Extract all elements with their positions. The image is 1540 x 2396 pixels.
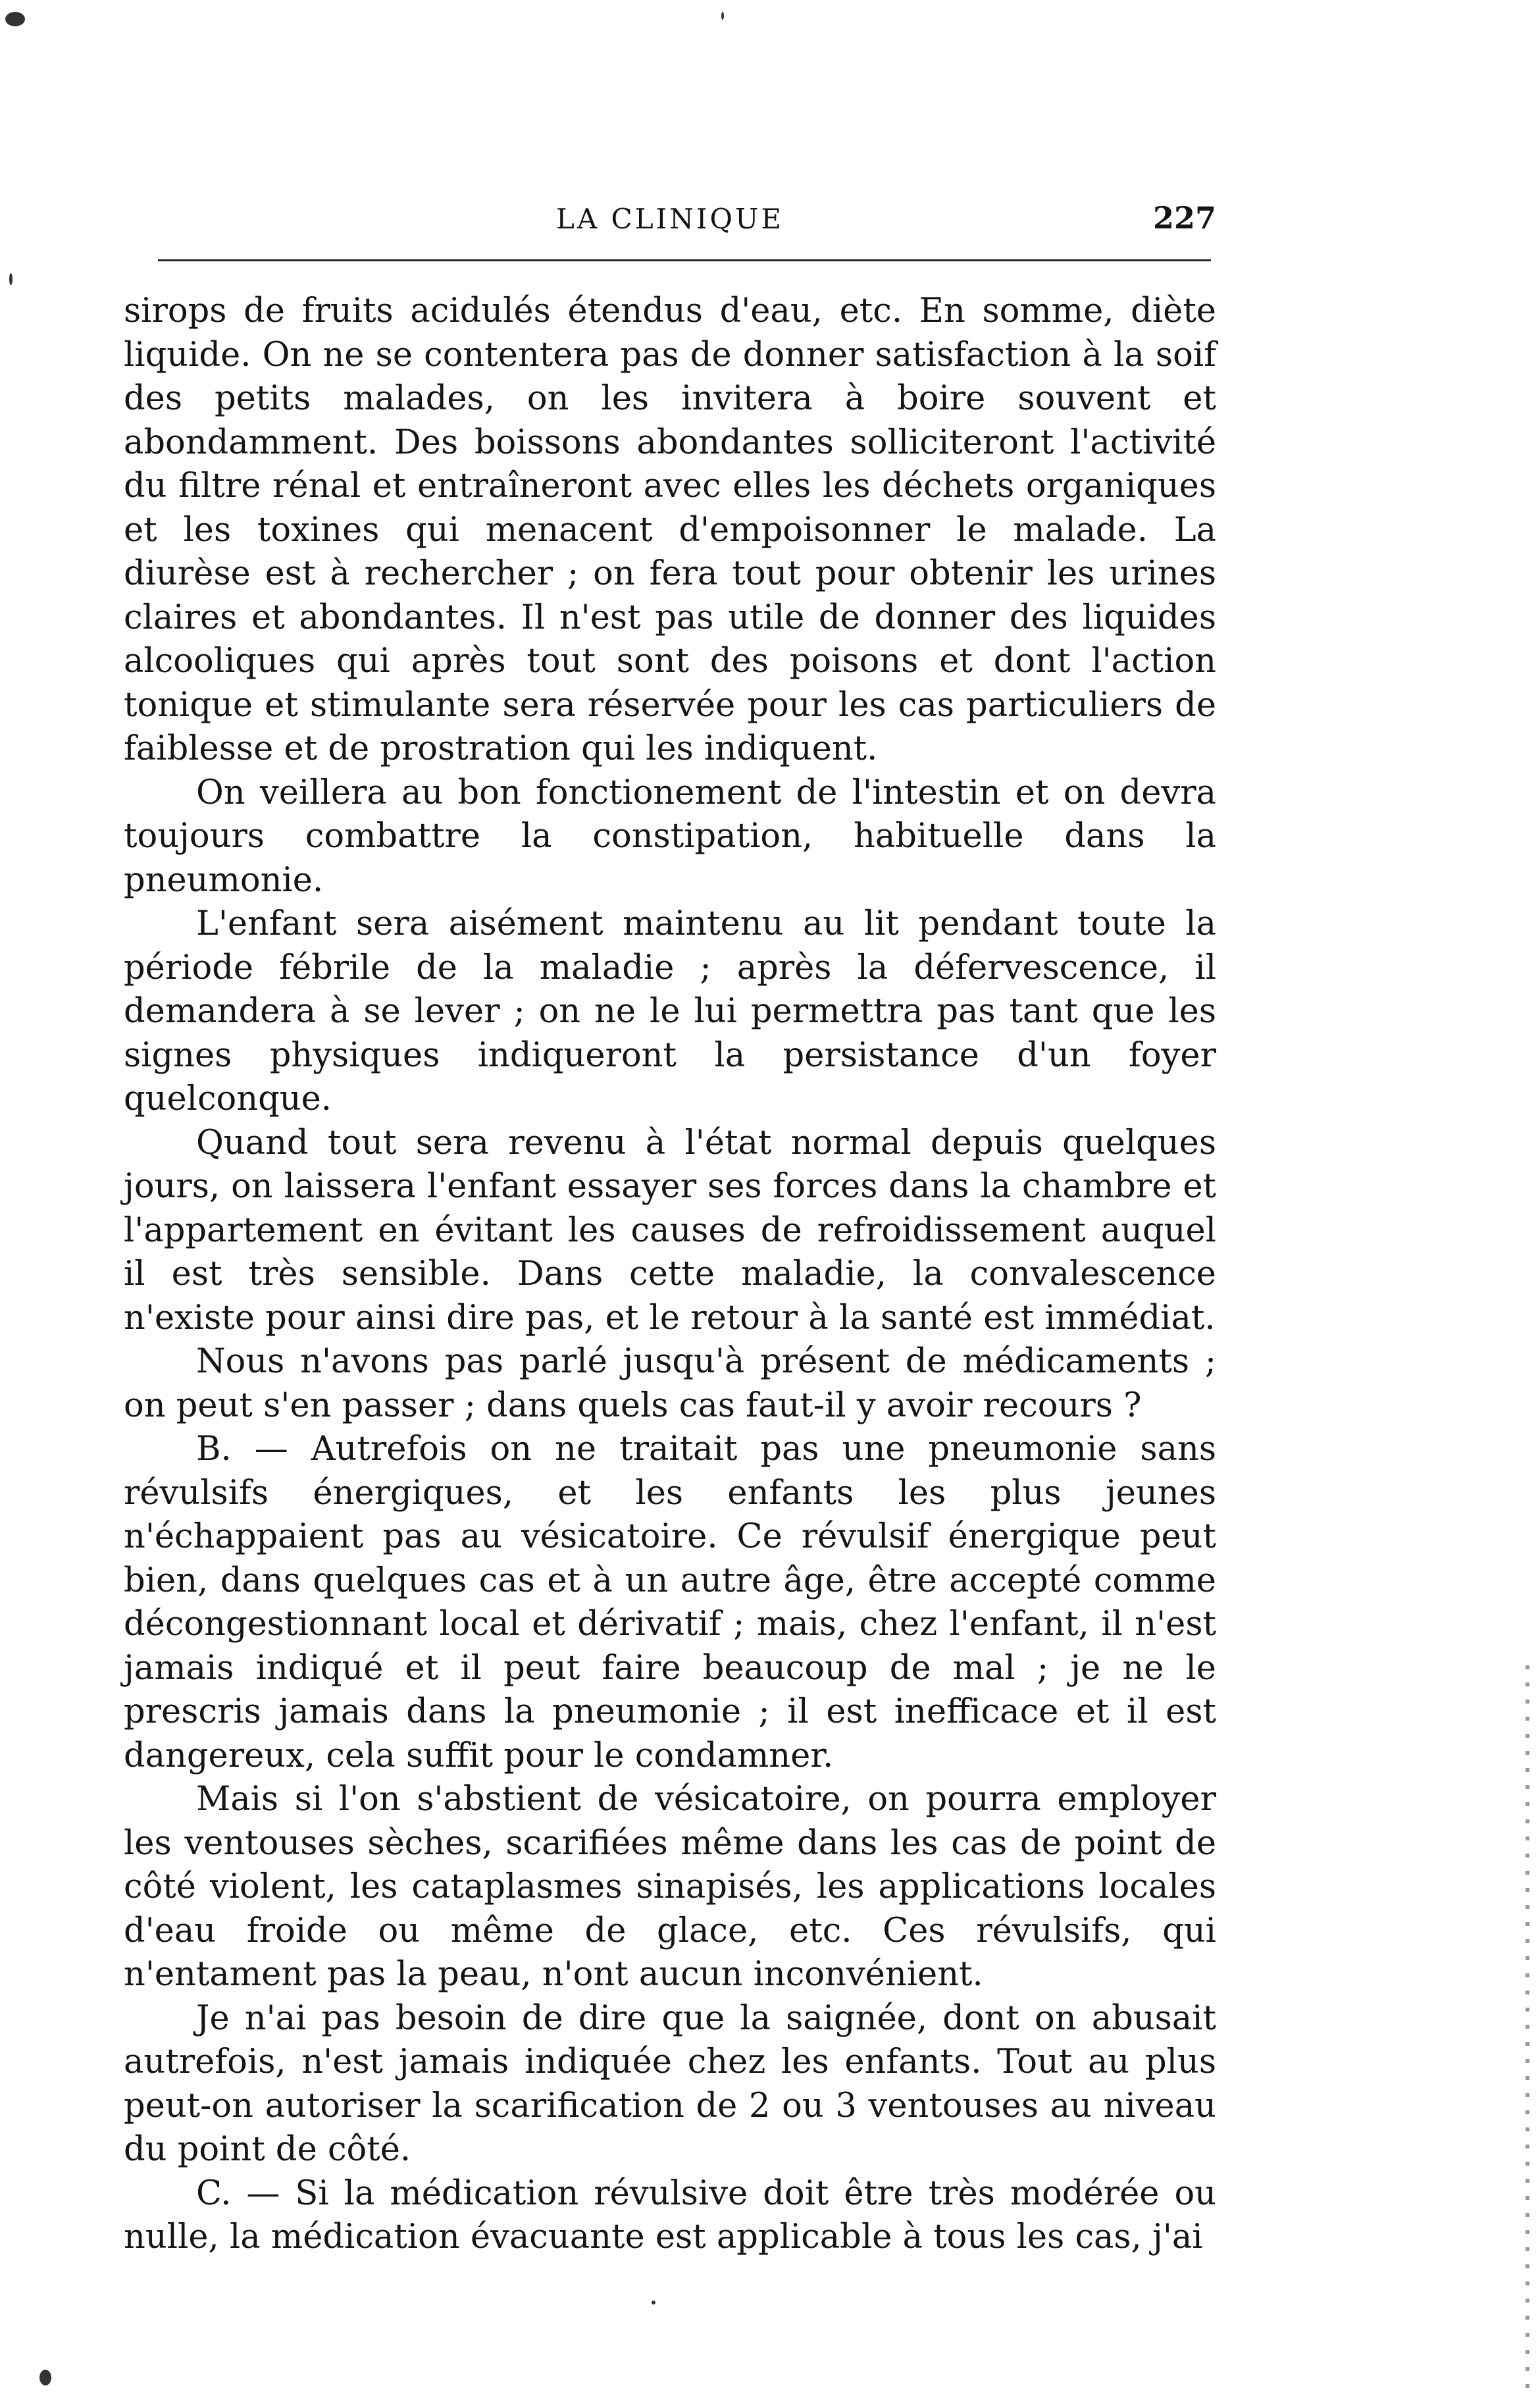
- header-rule: [158, 259, 1211, 261]
- scan-speck: [652, 2301, 655, 2305]
- body-text: [124, 290, 1216, 2260]
- paragraph-recovery: Quand tout sera revenu à l'état normal depuis quelques jours, on laissera l'enfant essayer ses forces dans la chambre et l'appartement en évitant les causes de refroidissement auquel il est très sensible. Dans cette maladie, la convalescence n'existe pour ainsi dire pas, et le retour à la santé est immédiat.: [124, 1123, 1216, 1338]
- scan-speck: [39, 2370, 51, 2385]
- paragraph-revulsives: B. — Autrefois on ne traitait pas une pneumonie sans révulsifs énergiques, et les enfants les plus jeunes n'échappaient pas au vésicatoire. Ce révulsif énergique peut bien, dans quelques cas et à un autre âge, être accepté comme décongestionnant local et dérivatif ; mais, chez l'enfant, il n'est jamais indiqué et il peut faire beaucoup de mal ; je ne le prescris jamais dans la pneumonie ; il est inefficace et il est dangereux, cela suffit pour le condamner.: [124, 1430, 1216, 1775]
- scan-speck: [721, 12, 724, 20]
- paragraph-ventouses: Mais si l'on s'abstient de vésicatoire, on pourra employer les ventouses sèches, scarifiées même dans les cas de point de côté violent, les cataplasmes sinapisés, les applications locales d'eau froide ou même de glace, etc. Ces révulsifs, qui n'entament pas la peau, n'ont aucun inconvénient.: [124, 1780, 1216, 1994]
- page-number: 227: [1152, 200, 1216, 236]
- running-head: [124, 191, 1216, 244]
- margin-noise: [1526, 1665, 1529, 2389]
- running-title: LA CLINIQUE: [555, 203, 784, 235]
- scan-speck: [5, 12, 25, 26]
- paragraph-evacuante: C. — Si la médication révulsive doit être très modérée ou nulle, la médication évacuante est applicable à tous les cas, j'ai: [124, 2174, 1216, 2256]
- paragraph-medicaments: Nous n'avons pas parlé jusqu'à présent de médicaments ; on peut s'en passer ; dans quels cas faut-il y avoir recours ?: [124, 1342, 1216, 1425]
- paragraph-intestine: On veillera au bon fonctionement de l'intestin et on devra toujours combattre la constipation, habituelle dans la pneumonie.: [124, 773, 1216, 900]
- paragraph-bed-rest: L'enfant sera aisément maintenu au lit pendant toute la période fébrile de la maladie ; après la défervescence, il demandera à se lever ; on ne le lui permettra pas tant que les signes physiques indiqueront la persistance d'un foyer quelconque.: [124, 904, 1216, 1118]
- paragraph-saignee: Je n'ai pas besoin de dire que la saignée, dont on abusait autrefois, n'est jamais indiquée chez les enfants. Tout au plus peut-on autoriser la scarification de 2 ou 3 ventouses au niveau du point de côté.: [124, 1998, 1216, 2169]
- scan-speck: [9, 273, 13, 285]
- paragraph-diet: sirops de fruits acidulés étendus d'eau, etc. En somme, diète liquide. On ne se contentera pas de donner satisfaction à la soif des petits malades, on les invitera à boire souvent et abondamment. Des boissons abondantes solliciteront l'activité du filtre rénal et entraîneront avec elles les déchets organiques et les toxines qui menacent d'empoisonner le malade. La diurèse est à rechercher ; on fera tout pour obtenir les urines claires et abondantes. Il n'est pas utile de donner des liquides alcooliques qui après tout sont des poisons et dont l'action tonique et stimulante sera réservée pour les cas particuliers de faiblesse et de prostration qui les indiquent.: [124, 292, 1216, 768]
